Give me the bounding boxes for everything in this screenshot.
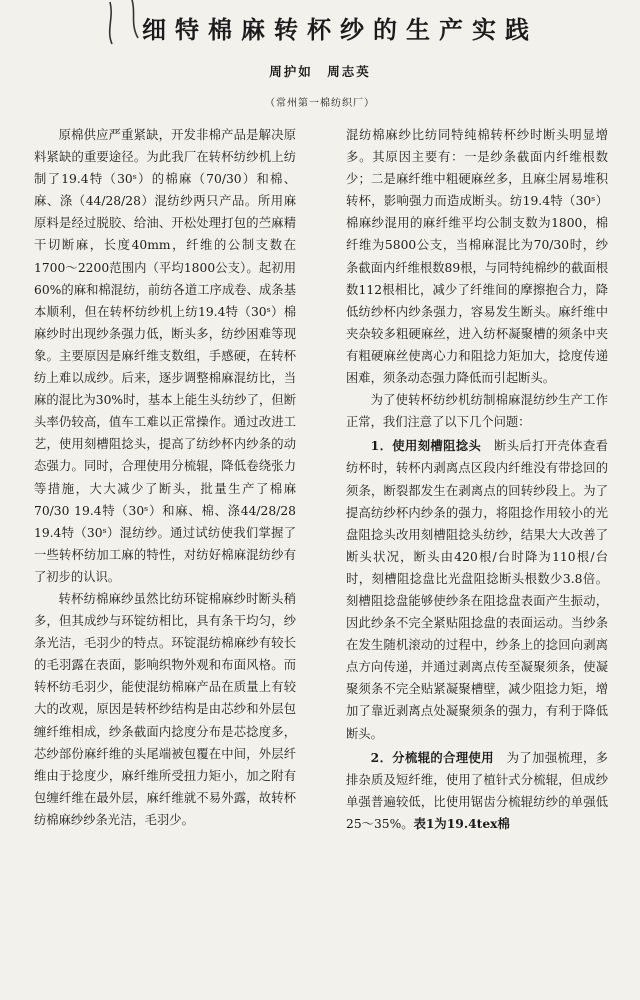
section-1-paragraph: [346, 435, 608, 744]
yarn-quality-paragraph: 转杯纺棉麻纱虽然比纺环锭棉麻纱时断头稍多，但其成纱与环锭纺相比，具有条干均匀，纱条光洁，毛羽少的特点。环锭混纺棉麻纱有较长的毛羽露在表面，影响织物外观和布面风格。而转杯纺毛羽少，能使混纺棉麻产品在质量上有较大的改观，原因是转杯纱结构是由芯纱和外层包缠纤维相成，纱条截面内捻度分布是芯捻度多，芯纱部份麻纤维的头尾端被包覆在中间，外层纤维由于捻度少，麻纤维所受扭力矩小，加之附有包缠纤维在最外层，麻纤维就不易外露，故转杯纺棉麻纱纱条光洁，毛羽少。: [34, 591, 296, 827]
article-authors: 周护如 周志英: [269, 64, 371, 79]
section-1-body: 断头后打开壳体查看纺杯时，转杯内剥离点区段内纤维没有带捻回的须条，断裂都发生在剥离点的回转纱段上。为了提高纺纱杯内纱条的强力，将阻捻作用较小的光盘阻捻头改用刻槽阻捻头纺纱，结果大大改善了断头状况，断头由420根/台时降为110根/台时，刻槽阻捻盘比光盘阻捻断头根数少3.8倍。刻槽阻捻盘能够使纱条在阻捻盘表面产生振动，因此纱条不完全紧贴阻捻盘的表面运动。当纱条在发生随机滚动的过程中，纱条上的捻回向剥离点方向传递，并通过剥离点传至凝聚须条，使凝聚须条不完全贴紧凝聚槽壁，减少阻捻力矩，增加了靠近剥离点处凝聚须条的强力，有利于降低断头。: [346, 439, 608, 741]
intro-paragraph: 原棉供应严重紧缺，开发非棉产品是解决原料紧缺的重要途径。为此我厂在转杯纺纱机上纺制了19.4特（30ˢ）的棉麻（70/30）和棉、麻、涤（44/28/28）混纺纱两只产品。所用麻原料是经过脱胶、给油、开松处理打包的苎麻精干切断麻，长度40mm，纤维的公制支数在1700～2200范围内（平均1800公支）。起初用60%的麻和棉混纺，前纺各道工序成卷、成条基本顺利，但在转杯纺纱机上纺19.4特（30ˢ）棉麻纱时出现纱条强力低，断头多，纺纱困难等现象。主要原因是麻纤维支数组，手感硬，在转杯纺上难以成纱。后来，逐步调整棉麻混纺比，当麻的混比为30%时，基本上能生头纺纱了，但断头率仍较高，值车工难以正常操作。通过改进工艺，使用刻槽阻捻头，提高了纺纱杯内纱条的动态强力。同时，合理使用分梳辊，降低卷绕张力等措施，大大减少了断头，批量生产了棉麻70/30 19.4特（30ˢ）和麻、棉、涤44/28/28 19.4特（30ˢ）混纺纱。通过试纺使我们掌握了一些转杯纺加工麻的特性，对纺好棉麻混纺纱有了初步的认识。: [34, 128, 296, 584]
table-reference: 表1为19.4tex棉: [413, 815, 510, 831]
section-2-body: 为了加强梳理，多排杂质及短纤维，使用了植针式分梳辊，但成纱单强普遍较低，比使用锯齿分梳辊纺纱的单强低25～35%。: [346, 750, 608, 831]
left-column: [34, 124, 296, 831]
right-column: [346, 124, 608, 835]
author-affiliation: （常州第一棉纺织厂）: [265, 98, 375, 109]
section-2-heading: 2．分梳辊的合理使用: [370, 749, 494, 765]
section-1-heading: 1．使用刻槽阻捻头: [370, 438, 482, 454]
measures-intro-paragraph: 为了使转杯纺纱机纺制棉麻混纺纱生产工作正常，我们注意了以下几个问题：: [346, 393, 608, 430]
breakage-cause-paragraph: 混纺棉麻纱比纺同特纯棉转杯纱时断头明显增多。其原因主要有：一是纱条截面内纤维根数少；二是麻纤维中粗硬麻丝多，且麻尘屑易堆积转杯，影响强力而造成断头。纺19.4特（30ˢ）棉麻纱混用的麻纤维平均公制支数为1800，棉纤维为5800公支，当棉麻混比为70/30时，纱条截面内纤维根数89根，与同特纯棉纱的截面根数112根相比，减少了纤维间的摩擦抱合力，降低纺纱杯内纱条强力，容易发生断头。麻纤维中夹杂较多粗硬麻丝，进入纺杯凝聚槽的须条中夹有粗硬麻丝使离心力和阻捻力矩加大，捻度传递困难，须条动态强力降低而引起断头。: [346, 128, 608, 386]
section-2-paragraph: [346, 747, 608, 835]
article-title: 细特棉麻转杯纱的生产实践: [142, 15, 538, 44]
